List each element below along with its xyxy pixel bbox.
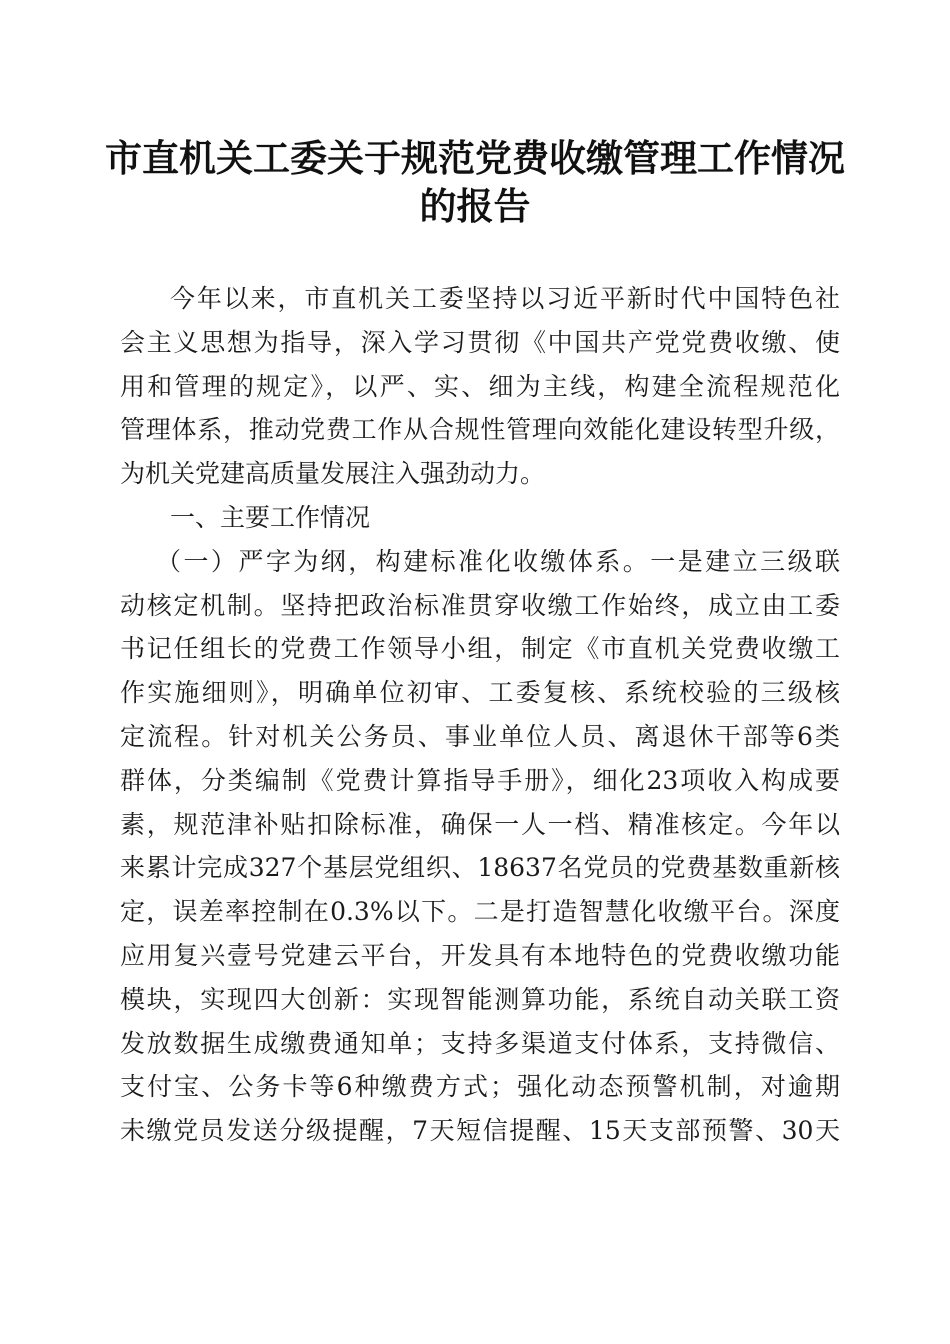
paragraph-line: 为机关党建高质量发展注入强劲动力。 [120, 459, 546, 489]
paragraph-line: 会主义思想为指导，深入学习贯彻《中国共产党党费收缴、使 [120, 327, 840, 357]
paragraph-line: 应用复兴壹号党建云平台，开发具有本地特色的党费收缴功能 [120, 940, 840, 970]
paragraph-line: 定，误差率控制在0.3%以下。二是打造智慧化收缴平台。深度 [120, 897, 840, 927]
paragraph-line: 素，规范津补贴扣除标准，确保一人一档、精准核定。今年以 [120, 809, 840, 839]
paragraph-line: 群体，分类编制《党费计算指导手册》，细化23项收入构成要 [120, 765, 840, 795]
paragraph-line: 今年以来，市直机关工委坚持以习近平新时代中国特色社 [170, 284, 840, 313]
paragraph-line: 定流程。针对机关公务员、事业单位人员、离退休干部等6类 [120, 721, 840, 751]
paragraph-line: 来累计完成327个基层党组织、18637名党员的党费基数重新核 [120, 853, 840, 883]
paragraph-line: 用和管理的规定》，以严、实、细为主线，构建全流程规范化 [120, 371, 840, 401]
paragraph-line: 管理体系，推动党费工作从合规性管理向效能化建设转型升级， [120, 415, 840, 445]
paragraph-line: 未缴党员发送分级提醒，7天短信提醒、15天支部预警、30天 [120, 1116, 840, 1146]
paragraph-line: 支付宝、公务卡等6种缴费方式；强化动态预警机制，对逾期 [120, 1072, 840, 1102]
document-title-line-2: 的报告 [419, 184, 531, 228]
paragraph-line: 书记任组长的党费工作领导小组，制定《市直机关党费收缴工 [120, 634, 840, 664]
paragraph-line: 作实施细则》，明确单位初审、工委复核、系统校验的三级核 [120, 678, 840, 708]
document-body [120, 277, 840, 1153]
paragraph-line: 模块，实现四大创新：实现智能测算功能，系统自动关联工资 [120, 984, 840, 1014]
section-heading: 一、主要工作情况 [170, 502, 371, 532]
paragraph-line: （一）严字为纲，构建标准化收缴体系。一是建立三级联 [156, 546, 840, 576]
document-title-line-1: 市直机关工委关于规范党费收缴管理工作情况 [105, 136, 845, 180]
paragraph-line: 动核定机制。坚持把政治标准贯穿收缴工作始终，成立由工委 [120, 590, 840, 620]
paragraph-line: 发放数据生成缴费通知单；支持多渠道支付体系，支持微信、 [120, 1028, 840, 1058]
